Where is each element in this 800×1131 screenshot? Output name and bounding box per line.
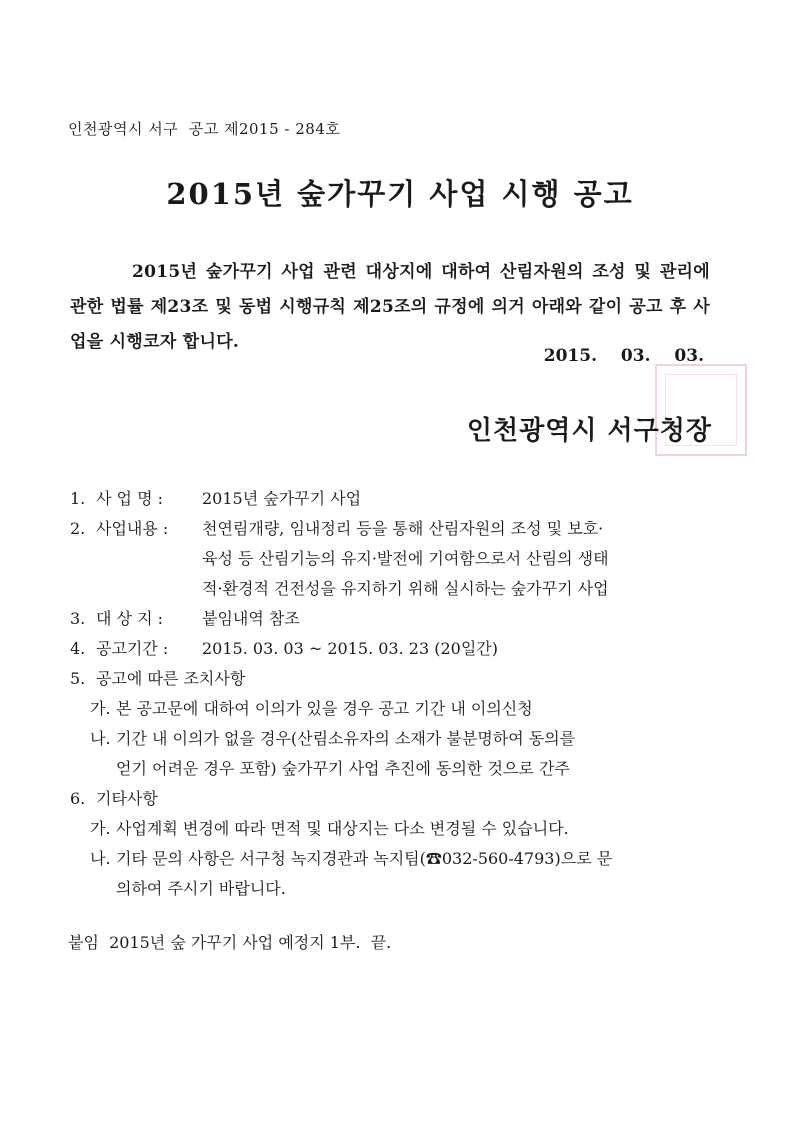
page-title: 2015년 숲가꾸기 사업 시행 공고 xyxy=(166,177,634,211)
item-notice-period: 4. 공고기간 : 2015. 03. 03 ~ 2015. 03. 23 (20일간) xyxy=(70,639,498,658)
item-project-content-line: 적·환경적 건전성을 유지하기 위해 실시하는 숲가꾸기 사업 xyxy=(202,579,609,598)
sub-item-continuation: 얻기 어려운 경우 포함) 숲가꾸기 사업 추진에 동의한 것으로 간주 xyxy=(116,759,570,778)
notice-items xyxy=(70,484,720,904)
item-project-content: 2. 사업내용 : 천연림개량, 임내정리 등을 통해 산림자원의 조성 및 보호· xyxy=(70,519,604,538)
sub-item: 나. 기타 문의 사항은 서구청 녹지경관과 녹지팀(☎032-560-4793)으로 문 xyxy=(90,849,613,868)
item-project-name: 1. 사 업 명 : 2015년 숲가꾸기 사업 xyxy=(70,489,362,508)
item-others: 6. 기타사항 xyxy=(70,789,158,808)
notice-date: 2015. 03. 03. xyxy=(543,346,704,366)
notice-number: 인천광역시 서구 공고 제2015 - 284호 xyxy=(68,120,341,138)
item-project-content-line: 육성 등 산림기능의 유지·발전에 기여함으로서 산림의 생태 xyxy=(202,549,609,568)
item-target-site: 3. 대 상 지 : 붙임내역 참조 xyxy=(70,609,300,628)
sub-item-continuation: 의하여 주시기 바랍니다. xyxy=(116,879,286,898)
sub-item: 가. 사업계획 변경에 따라 면적 및 대상지는 다소 변경될 수 있습니다. xyxy=(90,819,569,838)
sub-item: 가. 본 공고문에 대하여 이의가 있을 경우 공고 기간 내 이의신청 xyxy=(90,699,533,718)
attachment-note: 붙임 2015년 숲 가꾸기 사업 예정지 1부. 끝. xyxy=(68,933,392,952)
sub-item: 나. 기간 내 이의가 없을 경우(산림소유자의 소재가 불분명하여 동의를 xyxy=(90,729,576,748)
intro-paragraph: 2015년 숲가꾸기 사업 관련 대상지에 대하여 산림자원의 조성 및 관리에 관한 법률 제23조 및 동법 시행규칙 제25조의 규정에 의거 아래와 같이 공고 후 사업을 시행코자 합니다. xyxy=(70,262,710,352)
issuer-name: 인천광역시 서구청장 xyxy=(466,416,712,446)
item-actions: 5. 공고에 따른 조치사항 xyxy=(70,669,246,688)
